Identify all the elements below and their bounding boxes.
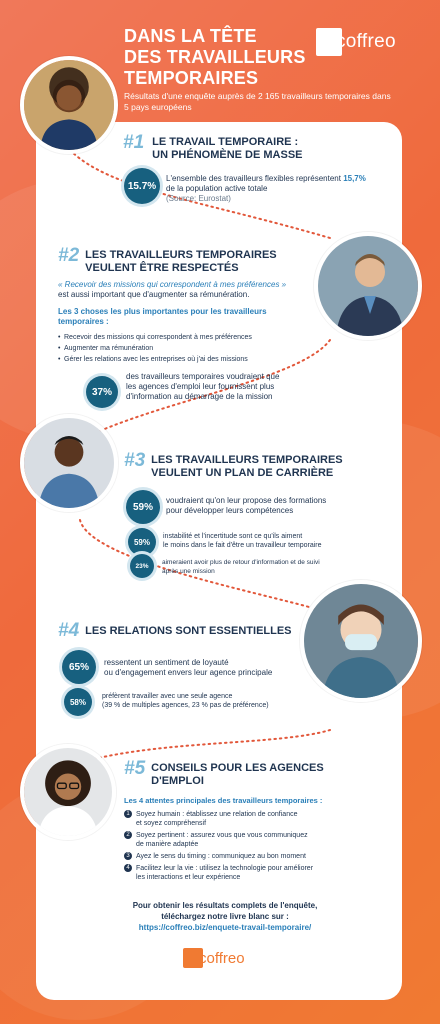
section-3-header — [124, 450, 343, 480]
coffreo-logo: coffreo — [316, 28, 396, 56]
list-item: 1 Soyez humain : établissez une relation de confiance et soyez compréhensif — [124, 810, 374, 828]
worker-photo-man-suit — [314, 232, 422, 340]
list-item: • Augmenter ma rémunération — [58, 343, 318, 354]
importance-list — [58, 332, 318, 365]
stat-text: aimeraient avoir plus de retour d'information et de suivi après une mission — [162, 559, 320, 575]
stat-badge: 37% — [86, 376, 118, 408]
section-number: #3 — [124, 450, 146, 471]
list-item: 2 Soyez pertinent : assurez vous que vous communiquez de manière adaptée — [124, 831, 374, 849]
page-title: DANS LA TÊTE DES TRAVAILLEURS TEMPORAIRES — [124, 26, 306, 88]
stat-badge: 65% — [62, 650, 96, 684]
list-item: 3 Ayez le sens du timing : communiquez au bon moment — [124, 852, 374, 861]
tips-title: Les 4 attentes principales des travailleurs temporaires : — [124, 796, 323, 805]
list-item: • Gérer les relations avec les entreprises où j'ai des missions — [58, 354, 318, 365]
list-item: 4 Facilitez leur la vie : utilisez la technologie pour améliorer les interactions et leur expérience — [124, 864, 374, 882]
section-title: LES RELATIONS SONT ESSENTIELLES — [85, 624, 292, 637]
stat-badge: 15.7% — [124, 168, 160, 204]
worker-photo-woman-mask — [300, 580, 422, 702]
footer-cta: Pour obtenir les résultats complets de l'enquête, téléchargez notre livre blanc sur : https://coffreo.biz/enquete-travail-temporaire/ — [60, 900, 390, 933]
section-2-header — [58, 245, 277, 275]
section-number: #1 — [123, 132, 145, 153]
worker-photo-woman-glasses — [20, 744, 116, 840]
tips-list — [124, 810, 374, 885]
section-1-header — [123, 132, 303, 162]
section-number: #5 — [124, 758, 146, 779]
section-title: LES TRAVAILLEURS TEMPORAIRES VEULENT UN PLAN DE CARRIÈRE — [151, 454, 343, 479]
section-title: CONSEILS POUR LES AGENCES D'EMPLOI — [151, 762, 324, 787]
stat-badge: 58% — [64, 688, 92, 716]
section-4-header — [58, 620, 292, 642]
stat-text: préfèrent travailler avec une seule agence (39 % de multiples agences, 23 % pas de préférence) — [102, 693, 269, 709]
stat-text: ressentent un sentiment de loyauté ou d'engagement envers leur agence principale — [104, 658, 273, 677]
list-title: Les 3 choses les plus importantes pour les travailleurs temporaires : — [58, 307, 267, 326]
section-number: #4 — [58, 620, 80, 641]
page-subtitle: Résultats d'une enquête auprès de 2 165 travailleurs temporaires dans 5 pays européens — [124, 91, 391, 112]
section-number: #2 — [58, 245, 80, 266]
quote-text: « Recevoir des missions qui correspondent à mes préférences » est aussi important que d'augmenter sa rémunération. — [58, 280, 287, 299]
download-link[interactable]: https://coffreo.biz/enquete-travail-temporaire/ — [138, 923, 312, 932]
footer-coffreo-logo: coffreo — [183, 948, 245, 968]
stat-text: L'ensemble des travailleurs flexibles représentent 15,7% de la population active totale (Source: Eurostat) — [166, 174, 366, 203]
stat-badge: 59% — [126, 490, 160, 524]
stat-badge: 23% — [130, 554, 154, 578]
stat-text: des travailleurs temporaires voudraient que les agences d'emploi leur fournissent plus d'information au démarrage de la mission — [126, 372, 280, 401]
section-title: LES TRAVAILLEURS TEMPORAIRES VEULENT ÊTRE RESPECTÉS — [85, 249, 277, 274]
section-5-header — [124, 758, 324, 788]
worker-photo-woman-apron — [20, 56, 118, 154]
worker-photo-man-lanyard — [20, 414, 118, 512]
stat-text: instabilité et l'incertitude sont ce qu'ils aiment le moins dans le fait d'être un travailleur temporaire — [163, 533, 322, 549]
stat-text: voudraient qu'on leur propose des formations pour développer leurs compétences — [166, 496, 327, 515]
stat-badge: 59% — [128, 528, 156, 556]
list-item: • Recevoir des missions qui correspondent à mes préférences — [58, 332, 318, 343]
section-title: LE TRAVAIL TEMPORAIRE : UN PHÉNOMÈNE DE MASSE — [152, 136, 303, 161]
